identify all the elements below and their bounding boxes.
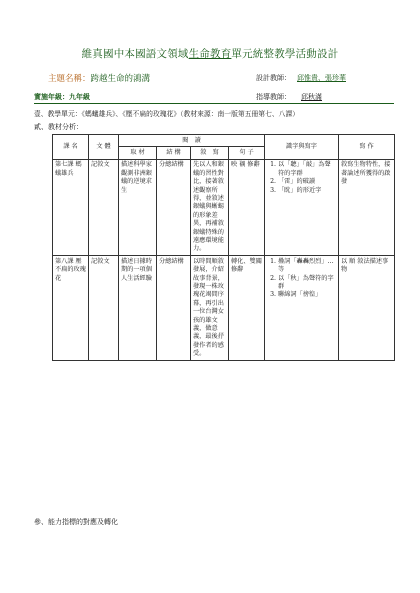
designer-label: 設計教師： (256, 74, 291, 82)
list-item: 3. 「眈」的形近字 (278, 187, 336, 195)
designer-line (256, 73, 346, 83)
cell-source: 描述日據時期的一項個人生活經驗 (119, 256, 157, 361)
cell-genre: 記敘文 (89, 159, 119, 255)
list-item: 2. 「雷」的破讀 (278, 178, 336, 186)
title-highlight: 生命教育 (188, 48, 232, 60)
cell-lesson: 第八課 壓不扁的玫瑰花 (53, 256, 89, 361)
header-literacy: 識字與寫字 (265, 135, 339, 160)
cell-source: 描述科學家觀測非洲銀蟻的逆境求生 (119, 159, 157, 255)
header-reading: 閱 讀 (119, 135, 265, 147)
advisor-label: 指導教師： (256, 93, 291, 101)
material-analysis-table (52, 134, 395, 361)
cell-writing: 敘寫生物特性，接著論述所獲得的啟發 (339, 159, 395, 255)
table-header-row (53, 135, 395, 147)
header-narration: 敘 寫 (191, 147, 229, 159)
cell-sentence: 轉化、雙關修辭 (229, 256, 265, 361)
cell-structure: 分總結構 (157, 159, 191, 255)
grade-line (34, 92, 394, 104)
title-suffix: 單元統整教學活動設計 (231, 48, 339, 60)
header-genre: 文 體 (89, 135, 119, 160)
table-row (53, 256, 395, 361)
topic-label: 主題名稱： (48, 74, 91, 84)
topic-line (48, 72, 150, 84)
grade-text: 實施年級：九年級 (34, 92, 90, 101)
literacy-list (267, 258, 336, 300)
cell-sentence: 映 襯 修辭 (229, 159, 265, 255)
cell-literacy (265, 159, 339, 255)
designer-names: 邱惟貴、張珍華 (297, 74, 346, 82)
document-title (0, 46, 420, 61)
list-item: 3. 聯綿詞「徬徨」 (278, 291, 336, 299)
advisor-line (256, 92, 322, 102)
analysis-heading: 貳、教材分析： (34, 123, 83, 131)
cell-literacy (265, 256, 339, 361)
cell-narration: 先以人和銀蟻的習性對比，接著敘述觀察所得，並敘述銀蟻與蜥蜴的形象差異，再補敘銀蟻特殊的遠應環境能力。 (191, 159, 229, 255)
header-structure: 結 構 (157, 147, 191, 159)
cell-narration: 以時間順敘發展，介紹故事背景，發現一株玫瑰花竭間序幕，再引出一位台灣女孩的雄文義，做意義，最後抒發作者的感受。 (191, 256, 229, 361)
advisor-name: 邱秋滿 (301, 93, 322, 101)
cell-structure: 分總結構 (157, 256, 191, 361)
topic-value: 跨越生命的鴻溝 (90, 74, 151, 84)
title-prefix: 維真國中本國語文領域 (81, 48, 189, 60)
literacy-list (267, 161, 336, 195)
section-heading-3: 參、能力指標的對應及轉化 (34, 518, 118, 526)
cell-genre: 記敘文 (89, 256, 119, 361)
table-row (53, 159, 395, 255)
header-lesson: 課 名 (53, 135, 89, 160)
cell-writing: 以 順 敘法描述事物 (339, 256, 395, 361)
header-sentence: 句 子 (229, 147, 265, 159)
list-item: 1. 疊詞「轟轟烈烈」…等 (278, 258, 336, 275)
teaching-unit-line: 壹、教學單元：《螞蟻雄兵》、《壓不扁的玫瑰花》（教材來源：南一版第五冊第七、八課） (34, 110, 300, 118)
list-item: 2. 以「秋」為聲符的字群 (278, 275, 336, 292)
cell-lesson: 第七課 螞蟻雄兵 (53, 159, 89, 255)
header-source: 取 材 (119, 147, 157, 159)
list-item: 1. 以「聽」「敲」為聲符的字群 (278, 161, 336, 178)
header-writing: 寫 作 (339, 135, 395, 160)
